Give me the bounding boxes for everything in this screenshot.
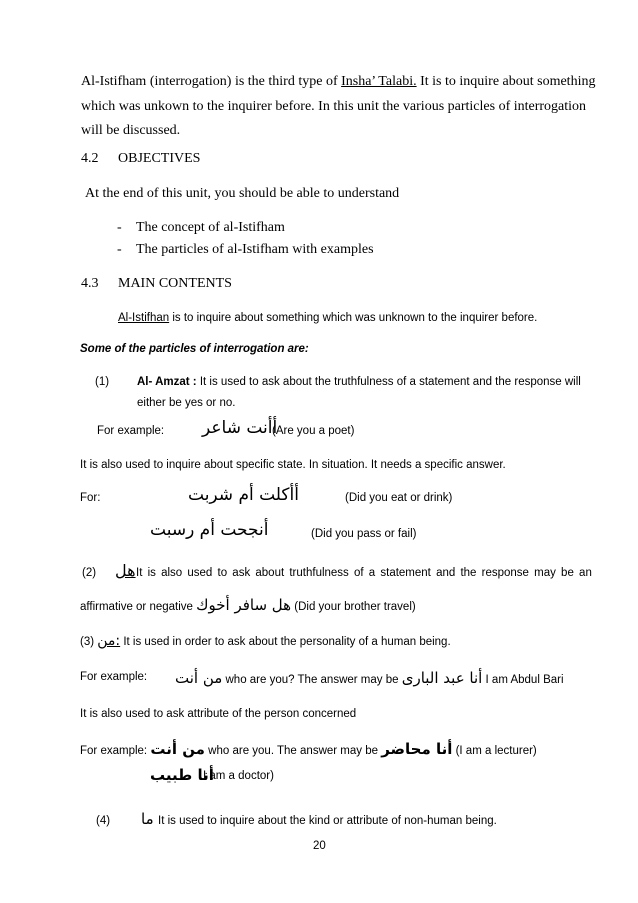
intro-text: It is to inquire about something [416,74,596,89]
example-translation: who are you. The answer may be [204,745,382,757]
arabic-example: أنجحت أم رسبت [150,520,269,540]
page-number: 20 [313,840,326,852]
intro-line-1 [81,74,595,90]
arabic-example: أأنت شاعر [202,418,278,438]
objective-dash: - [117,242,122,257]
hal-line-2 [80,596,416,614]
arabic-answer: أنا محاضر [381,740,453,758]
objective-dash: - [117,220,122,235]
man-text: It is used in order to ask about the personality of a human being. [120,636,451,648]
example-translation: (Did you pass or fail) [311,528,417,540]
man-line [80,633,451,649]
attribute-text: It is also used to ask attribute of the person concerned [80,708,357,720]
arabic-example: من أنت [175,669,223,687]
attribute-example-line [80,740,537,758]
hal-text: affirmative or negative [80,601,197,613]
arabic-example: هل سافر أخوك [196,596,292,614]
example-translation: (Are you a poet) [272,425,355,437]
definition-term: Al-Istifhan [118,312,170,324]
example-label: For example: [80,671,148,683]
insha-talabi-link: Insha’ Talabi. [341,74,417,89]
item-number: (2) [82,567,97,579]
item-number: (4) [96,815,111,827]
intro-line-2: which was unkown to the inquirer before. In this unit the various particles of interrogation [81,99,587,114]
section-number-4-2: 4.2 [81,151,99,166]
particle-arabic: هل [115,561,136,580]
particle-arabic: ما [141,810,154,828]
arabic-answer: أنا عبد البارى [401,669,483,687]
objective-item: The particles of al-Istifham with examples [136,242,374,257]
arabic-answer: أنا طبيب [150,766,214,784]
example-label: For example: [80,745,151,757]
example-label: For example: [97,425,165,437]
objectives-intro: At the end of this unit, you should be able to understand [85,186,400,201]
intro-line-3: will be discussed. [81,123,181,138]
arabic-example: أأكلت أم شربت [188,485,299,505]
amzat-text: It is used to ask about the truthfulness of a statement and the response will [196,376,581,388]
hal-translation: (Did your brother travel) [291,601,416,613]
item-number: (1) [95,376,110,388]
man-example-line [175,669,564,687]
for-label: For: [80,492,101,504]
example-translation: who are you? The answer may be [222,674,402,686]
definition [118,312,537,324]
section-title-objectives: OBJECTIVES [118,151,201,166]
section-number-4-3: 4.3 [81,276,99,291]
section-title-main-contents: MAIN CONTENTS [118,276,232,291]
particles-heading: Some of the particles of interrogation are: [80,343,309,355]
arabic-example: من أنت [150,740,205,758]
particle-name: Al- Amzat : [137,376,197,388]
amzat-line-1 [137,376,581,388]
answer-translation: I am Abdul Bari [482,674,564,686]
answer-translation: (I am a lecturer) [452,745,537,757]
amzat-line-2: either be yes or no. [137,397,236,409]
answer-translation: I am a doctor) [203,770,274,782]
ma-text: It is used to inquire about the kind or attribute of non-human being. [158,815,497,827]
example-translation: (Did you eat or drink) [345,492,453,504]
particle-arabic: :من [97,633,121,649]
objective-item: The concept of al-Istifham [136,220,285,235]
hal-line-1: It is also used to ask about truthfulness of a statement and the response may be an [136,567,592,579]
item-number: (3) [80,636,95,648]
specific-state-text: It is also used to inquire about specific state. In situation. It needs a specific answer. [80,459,506,471]
definition-text: is to inquire about something which was unknown to the inquirer before. [169,312,538,324]
intro-text: Al-Istifham (interrogation) is the third type of [81,74,342,89]
